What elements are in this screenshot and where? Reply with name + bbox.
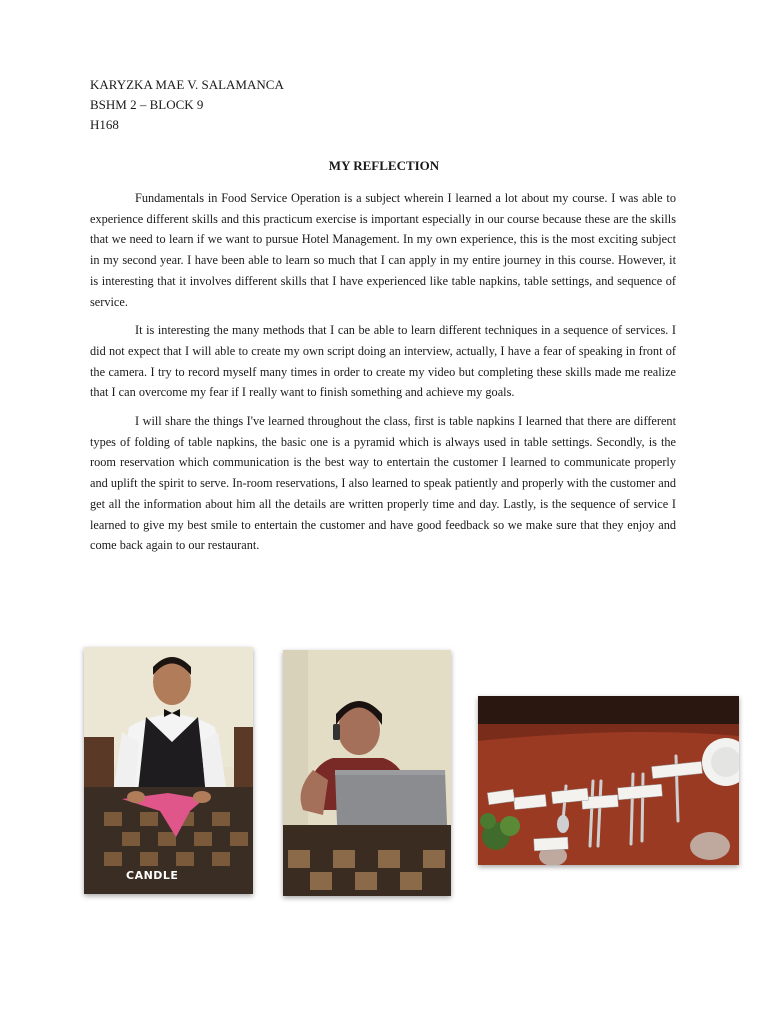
photo-napkin-folding [84, 647, 253, 894]
paragraph-3: I will share the things I've learned throughout the class, first is table napkins I learned that there are different types of folding of table napkins, the basic one is a pyramid which is always used in table settings. Secondly, is the room reservation which communication is the best way to entertain the customer I learned to communicate properly and uplift the spirit to serve. In-room reservations, I also learned to speak patiently and properly with the customer and get all the information about him all the details are written properly time and day. Lastly, is the sequence of service I learned to give my best smile to entertain the customer and have good feedback so we make sure that they enjoy and come back again to our restaurant. [90, 414, 676, 553]
author-header [90, 75, 284, 135]
paragraph-2: It is interesting the many methods that I can be able to learn different techniques in a sequence of services. I did not expect that I will able to create my own script doing an interview, actually, I have a fear of speaking in front of the camera. I try to record myself many times in order to create my video but completing these skills made me realize that I can overcome my fear if I really want to finish something and achieve my goals. [90, 323, 676, 400]
photo-table-setting [478, 696, 739, 865]
photo-room-reservation [283, 650, 451, 896]
page-title: MY REFLECTION [328, 158, 440, 173]
photo-caption-candle: CANDLE [126, 869, 179, 882]
author-course: BSHM 2 – BLOCK 9 [90, 97, 204, 112]
author-name: KARYZKA MAE V. SALAMANCA [90, 77, 284, 92]
paragraph-1: Fundamentals in Food Service Operation is a subject wherein I learned a lot about my course. I was able to experience different skills and this practicum exercise is important especially in our course because these are the skills that we need to learn if we want to pursue Hotel Management. In my own experience, this is the most exciting subject in my second year. I have been able to learn so much that I can apply in my entire journey in this course. However, it is interesting that it involves different skills that I have experienced like table napkins, table settings, and sequence of service. [90, 191, 676, 309]
reflection-body [90, 188, 676, 564]
author-code: H168 [90, 117, 119, 132]
